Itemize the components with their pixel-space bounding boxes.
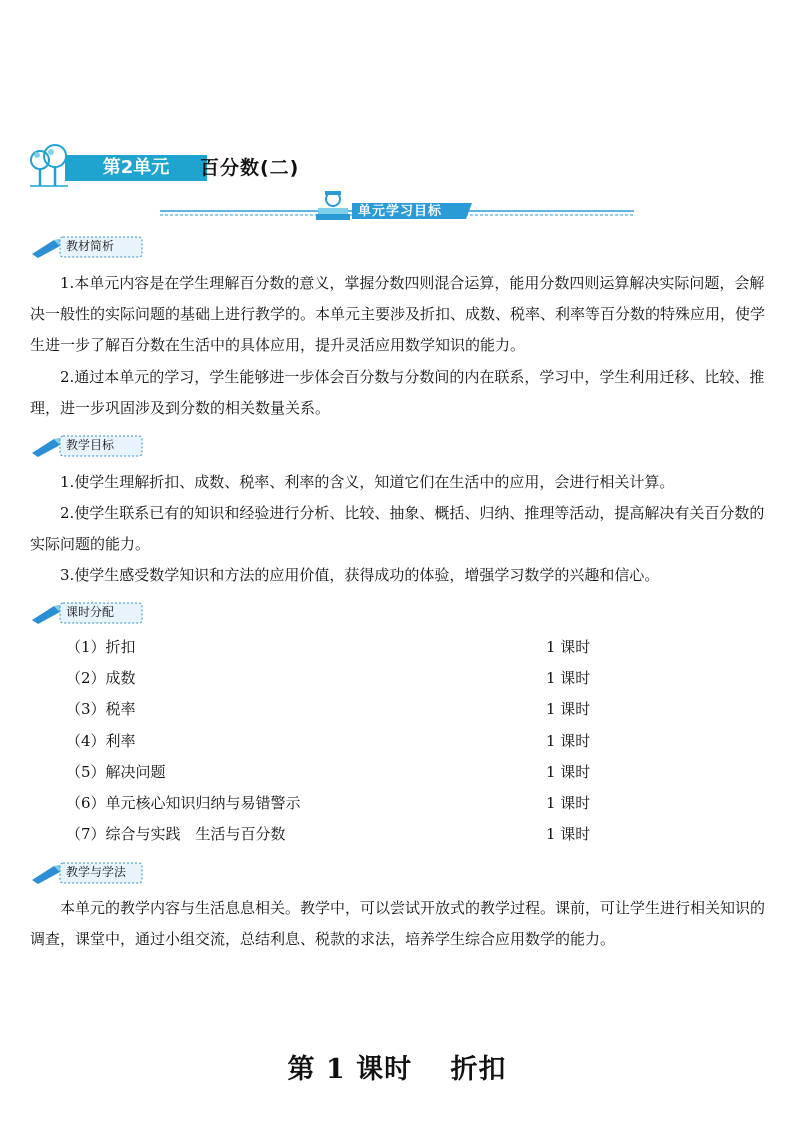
schedule-item: （5）解决问题	[66, 763, 166, 781]
methods-paragraph: 本单元的教学内容与生活息息相关。教学中，可以尝试开放式的教学过程。课前，可让学生进行相关知识的调查，课堂中，通过小组交流，总结利息、税款的求法，培养学生综合应用数学的能力。	[30, 899, 766, 948]
section-tag-methods	[30, 860, 150, 886]
schedule-item: （4）利率	[66, 732, 136, 750]
schedule-hours: 1 课时	[546, 638, 591, 656]
schedule-item: （2）成数	[66, 669, 136, 687]
section-tag-label: 教学目标	[66, 438, 115, 452]
schedule-item: （6）单元核心知识归纳与易错警示	[66, 794, 301, 812]
section-tag-goals	[30, 433, 150, 459]
section-tag-label: 教学与学法	[66, 865, 127, 879]
unit-title: 百分数(二)	[200, 157, 300, 179]
schedule-row	[66, 726, 626, 757]
unit-header	[28, 144, 368, 188]
section-tag-analysis	[30, 234, 150, 260]
lesson-title: 第 1 课时 折扣	[287, 1054, 507, 1085]
analysis-paragraph-1: 1.本单元内容是在学生理解百分数的意义，掌握分数四则混合运算，能用分数四则运算解决实际问题，会解决一般性的实际问题的基础上进行教学的。本单元主要涉及折扣、成数、税率、利率等百分数的特殊应用，使学生进一步了解百分数在生活中的具体应用，提升灵活应用数学知识的能力。	[30, 274, 766, 354]
objectives-label: 单元学习目标	[358, 204, 443, 219]
schedule-item: （3）税率	[66, 700, 136, 718]
student-reading-icon	[316, 191, 350, 220]
schedule-item: （1）折扣	[66, 638, 136, 656]
section-tag-label: 课时分配	[66, 605, 115, 619]
schedule-row	[66, 632, 626, 663]
schedule-hours: 1 课时	[546, 700, 591, 718]
schedule-row	[66, 663, 626, 694]
section-tag-schedule	[30, 600, 150, 626]
goals-paragraph-2: 2.使学生联系已有的知识和经验进行分析、比较、抽象、概括、归纳、推理等活动，提高解决有关百分数的实际问题的能力。	[30, 504, 765, 553]
schedule-row	[66, 694, 626, 725]
unit-badge: 第2单元	[65, 155, 207, 181]
schedule-row	[66, 757, 626, 788]
schedule-row	[66, 788, 626, 819]
section-tag-label: 教材简析	[66, 239, 115, 253]
goals-paragraph-1: 1.使学生理解折扣、成数、税率、利率的含义，知道它们在生活中的应用，会进行相关计算。	[60, 473, 675, 491]
schedule-item: （7）综合与实践 生活与百分数	[66, 825, 286, 843]
schedule-hours: 1 课时	[546, 732, 591, 750]
analysis-paragraph-2: 2.通过本单元的学习，学生能够进一步体会百分数与分数间的内在联系，学习中，学生利用迁移、比较、推理，进一步巩固涉及到分数的相关数量关系。	[30, 368, 765, 417]
goals-paragraph-3: 3.使学生感受数学知识和方法的应用价值，获得成功的体验，增强学习数学的兴趣和信心。	[60, 566, 660, 584]
schedule-hours: 1 课时	[546, 825, 591, 843]
schedule-hours: 1 课时	[546, 669, 591, 687]
schedule-hours: 1 课时	[546, 763, 591, 781]
schedule-row	[66, 819, 626, 850]
objectives-banner	[160, 190, 634, 226]
schedule-hours: 1 课时	[546, 794, 591, 812]
